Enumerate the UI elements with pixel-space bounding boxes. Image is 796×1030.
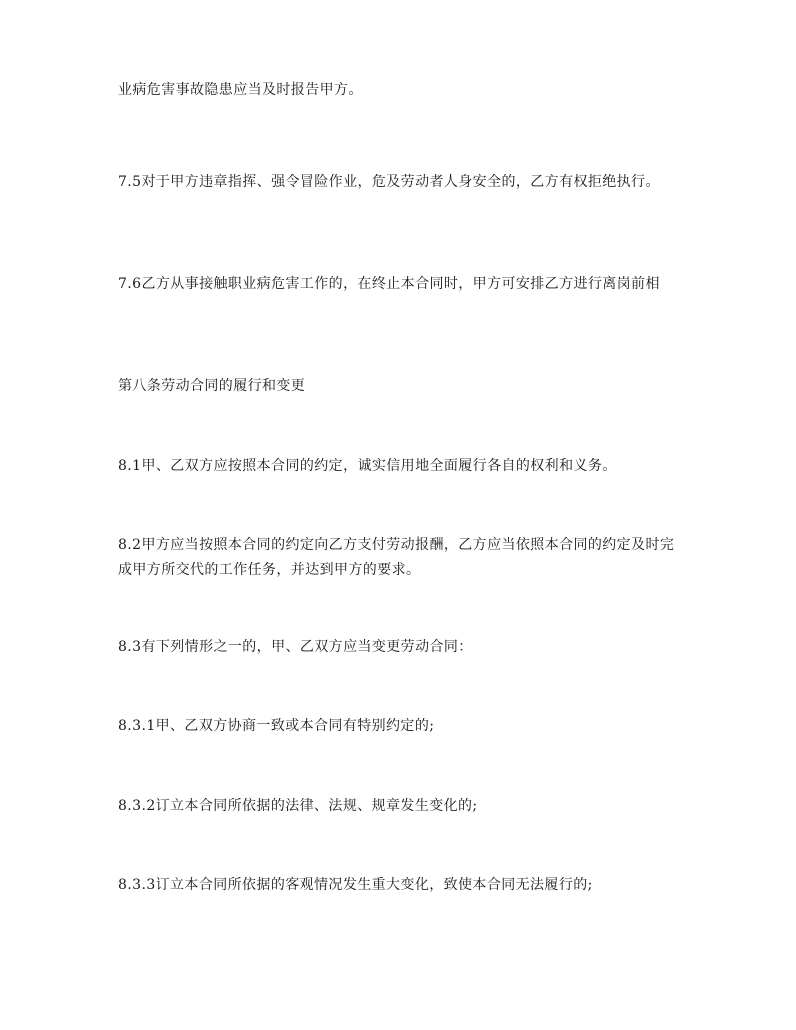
paragraph-7-6: 7.6乙方从事接触职业病危害工作的，在终止本合同时，甲方可安排乙方进行离岗前相 bbox=[118, 276, 660, 292]
paragraph-8-3-1: 8.3.1甲、乙双方协商一致或本合同有特别约定的; bbox=[118, 718, 435, 734]
paragraph-8-2: 8.2甲方应当按照本合同的约定向乙方支付劳动报酬，乙方应当依照本合同的约定及时完成甲方所交代的工作任务，并达到甲方的要求。 bbox=[118, 537, 675, 578]
paragraph-8-3: 8.3有下列情形之一的，甲、乙双方应当变更劳动合同： bbox=[118, 639, 473, 655]
section-heading-article-8: 第八条劳动合同的履行和变更 bbox=[118, 378, 306, 394]
paragraph-8-1: 8.1甲、乙双方应按照本合同的约定，诚实信用地全面履行各自的权利和义务。 bbox=[118, 458, 617, 474]
paragraph-8-3-2: 8.3.2订立本合同所依据的法律、法规、规章发生变化的; bbox=[118, 798, 478, 814]
paragraph-7-4-continuation: 业病危害事故隐患应当及时报告甲方。 bbox=[118, 82, 363, 98]
paragraph-7-5: 7.5对于甲方违章指挥、强令冒险作业，危及劳动者人身安全的，乙方有权拒绝执行。 bbox=[118, 174, 660, 190]
paragraph-8-3-3: 8.3.3订立本合同所依据的客观情况发生重大变化，致使本合同无法履行的; bbox=[118, 877, 593, 893]
